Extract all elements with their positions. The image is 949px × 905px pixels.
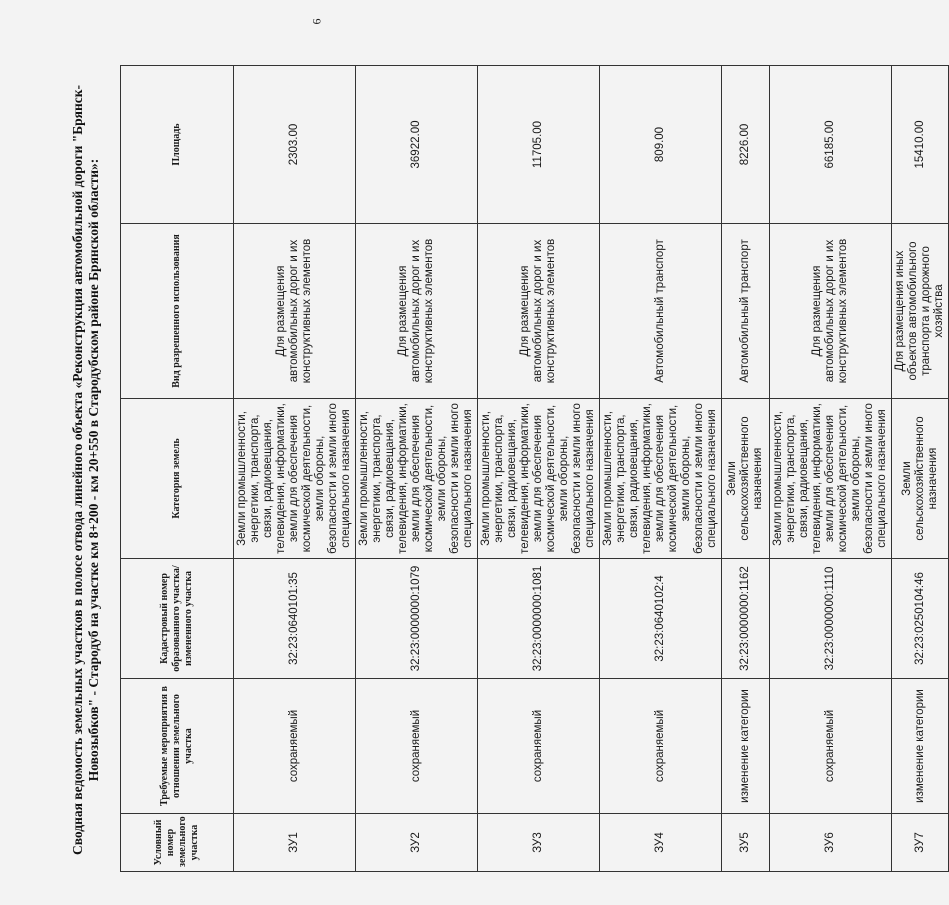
table-row (722, 66, 770, 872)
land-category-cell: Земли сельскохозяйственного назначения (892, 399, 949, 559)
land-plots-table (120, 65, 949, 872)
header-plot-number: Условный номер земельного участка (121, 814, 234, 872)
plot-number-cell: ЗУ3 (478, 814, 600, 872)
page-number: 6 (309, 18, 324, 25)
area-cell: 36922.00 (356, 66, 478, 224)
cadastral-number-cell: 32:23:0000000:1162 (722, 559, 770, 679)
header-area: Площадь (121, 66, 234, 224)
land-category-cell: Земли промышленности, энергетики, транспорта, связи, радиовещания, телевидения, информатики, земли для обеспечения космической деятельности, земли обороны, безопасности и земли иного специального назначения (356, 399, 478, 559)
table-row (356, 66, 478, 872)
permitted-use-cell: Для размещения автомобильных дорог и их конструктивных элементов (234, 224, 356, 399)
header-land-category: Категория земель (121, 399, 234, 559)
permitted-use-cell: Для размещения иных объектов автомобильного транспорта и дорожного хозяйства (892, 224, 949, 399)
area-cell: 809.00 (600, 66, 722, 224)
permitted-use-cell: Автомобильный транспорт (600, 224, 722, 399)
action-cell: изменение категории (722, 679, 770, 814)
area-cell: 11705.00 (478, 66, 600, 224)
permitted-use-cell: Автомобильный транспорт (722, 224, 770, 399)
area-cell: 2303.00 (234, 66, 356, 224)
table-row (892, 66, 949, 872)
land-category-cell: Земли сельскохозяйственного назначения (722, 399, 770, 559)
land-category-cell: Земли промышленности, энергетики, транспорта, связи, радиовещания, телевидения, информатики, земли для обеспечения космической деятельности, земли обороны, безопасности и земли иного специального назначения (234, 399, 356, 559)
table-row (770, 66, 892, 872)
cadastral-number-cell: 32:23:0000000:1081 (478, 559, 600, 679)
permitted-use-cell: Для размещения автомобильных дорог и их конструктивных элементов (356, 224, 478, 399)
plot-number-cell: ЗУ6 (770, 814, 892, 872)
cadastral-number-cell: 32:23:0000000:1110 (770, 559, 892, 679)
header-required-actions: Требуемые мероприятия в отношении земельного участка (121, 679, 234, 814)
table-row (600, 66, 722, 872)
land-category-cell: Земли промышленности, энергетики, транспорта, связи, радиовещания, телевидения, информатики, земли для обеспечения космической деятельности, земли обороны, безопасности и земли иного специального назначения (770, 399, 892, 559)
table-row (478, 66, 600, 872)
cadastral-number-cell: 32:23:0640101:35 (234, 559, 356, 679)
table-row (234, 66, 356, 872)
action-cell: сохраняемый (600, 679, 722, 814)
table-header-row (121, 66, 234, 872)
area-cell: 66185.00 (770, 66, 892, 224)
plot-number-cell: ЗУ4 (600, 814, 722, 872)
rotated-page-content (70, 60, 945, 880)
area-cell: 15410.00 (892, 66, 949, 224)
plot-number-cell: ЗУ5 (722, 814, 770, 872)
land-category-cell: Земли промышленности, энергетики, транспорта, связи, радиовещания, телевидения, информатики, земли для обеспечения космической деятельности, земли обороны, безопасности и земли иного специального назначения (600, 399, 722, 559)
action-cell: сохраняемый (478, 679, 600, 814)
header-permitted-use: Вид разрешенного использования (121, 224, 234, 399)
action-cell: изменение категории (892, 679, 949, 814)
cadastral-number-cell: 32:23:0000000:1079 (356, 559, 478, 679)
plot-number-cell: ЗУ7 (892, 814, 949, 872)
cadastral-number-cell: 32:23:0640102:4 (600, 559, 722, 679)
document-title: Сводная ведомость земельных участков в полосе отвода линейного объекта «Реконструкция автомобильной дороги "Брянск-Новозыбков" - Стародуб на участке км 8+200 - км 20+550 в Стародубском районе Брянской области»: (70, 84, 101, 856)
cadastral-number-cell: 32:23:0250104:46 (892, 559, 949, 679)
land-category-cell: Земли промышленности, энергетики, транспорта, связи, радиовещания, телевидения, информатики, земли для обеспечения космической деятельности, земли обороны, безопасности и земли иного специального назначения (478, 399, 600, 559)
area-cell: 8226.00 (722, 66, 770, 224)
action-cell: сохраняемый (234, 679, 356, 814)
permitted-use-cell: Для размещения автомобильных дорог и их конструктивных элементов (770, 224, 892, 399)
plot-number-cell: ЗУ1 (234, 814, 356, 872)
plot-number-cell: ЗУ2 (356, 814, 478, 872)
permitted-use-cell: Для размещения автомобильных дорог и их конструктивных элементов (478, 224, 600, 399)
action-cell: сохраняемый (356, 679, 478, 814)
header-cadastral-number: Кадастровый номер образованного участка/измененного участка (121, 559, 234, 679)
action-cell: сохраняемый (770, 679, 892, 814)
